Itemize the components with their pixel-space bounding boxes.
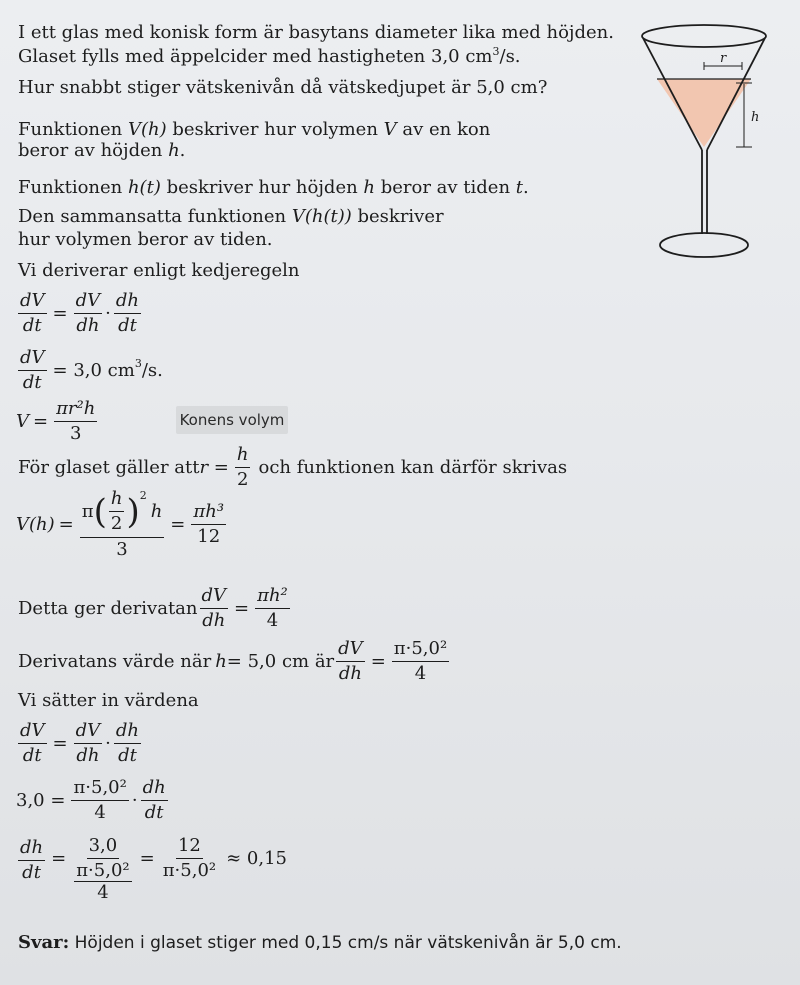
- equals: =: [370, 651, 386, 672]
- p1-V: V: [383, 119, 397, 140]
- rate-equation: [16, 347, 163, 394]
- substituted-equation: [16, 777, 170, 824]
- frac-dVdh-2: [200, 585, 229, 632]
- p3-text-c: beskriver: [351, 206, 444, 227]
- dV: dV: [18, 720, 47, 744]
- frac-pi50-4-2: [71, 777, 128, 824]
- frac-dVdh-3: [336, 638, 365, 685]
- frac-pih3-12: [191, 501, 226, 548]
- paren-close: ): [126, 491, 140, 532]
- p7-text-a: Derivatans värde när: [18, 651, 212, 672]
- equals: =: [170, 514, 186, 535]
- four: 4: [94, 802, 106, 823]
- pi-5-squared: π·5,0²: [392, 638, 449, 662]
- dV: dV: [18, 347, 47, 371]
- h: h: [235, 444, 251, 468]
- dV: dV: [200, 585, 229, 609]
- problem-line-1: I ett glas med konisk form är basytans diameter lika med höjden.: [18, 22, 614, 43]
- equals: =: [139, 848, 155, 869]
- dh: dh: [202, 610, 226, 631]
- dt: dt: [22, 862, 41, 883]
- V: V: [16, 411, 29, 432]
- p1-text-c: beskriver hur volymen: [166, 119, 384, 140]
- dot: ·: [131, 790, 138, 811]
- equals: =: [58, 514, 74, 535]
- frac-dVdh: [74, 290, 103, 337]
- dh: dh: [114, 290, 141, 314]
- pi-5-squared: π·5,0²: [76, 860, 130, 881]
- p1-text-e: av en kon: [396, 119, 491, 140]
- final-computation: [16, 835, 287, 903]
- p2-ht: h(t): [127, 177, 161, 198]
- square-exponent: 2: [139, 489, 147, 502]
- volume-formula: [16, 398, 99, 445]
- lhs-3: 3,0 =: [16, 790, 66, 811]
- frac-complex: [72, 835, 133, 903]
- frac-pih2-4: [255, 585, 290, 632]
- pi-h2: πh²: [255, 585, 290, 609]
- frac-dhdt-4: [18, 837, 45, 884]
- chain-rule-equation-2: [16, 720, 143, 767]
- frac-dVdt-3: [18, 720, 47, 767]
- derivative-value-line: [18, 638, 451, 685]
- p6-text: Detta ger derivatan: [18, 598, 198, 619]
- frac-pi50-4: [392, 638, 449, 685]
- substituted-numerator: [80, 488, 165, 538]
- p7-h: h: [215, 651, 227, 672]
- problem-line-2: [18, 46, 521, 70]
- dV: dV: [74, 290, 103, 314]
- p2-t: t: [515, 177, 523, 198]
- dt: dt: [144, 802, 164, 823]
- three: 3: [69, 423, 82, 444]
- twelve: 12: [197, 526, 221, 547]
- paragraph-1-line-1: [18, 119, 490, 141]
- cone-glass-figure: [640, 22, 790, 284]
- two: 2: [110, 513, 123, 534]
- Vh: V(h): [16, 514, 55, 535]
- four: 4: [266, 610, 279, 631]
- rate-sup: 3: [134, 357, 142, 370]
- pi: π: [81, 501, 94, 522]
- frac-dhdt-3: [141, 777, 168, 824]
- p2-text-c: beskriver hur höjden: [160, 177, 364, 198]
- rate-end: /s.: [141, 360, 163, 381]
- frac-dVdt: [18, 290, 47, 337]
- p3-text-a: Den sammansatta funktionen: [18, 206, 292, 227]
- dh: dh: [18, 837, 45, 861]
- p1-Vh: V(h): [127, 119, 167, 140]
- pi-r2-h: πr²h: [54, 398, 97, 422]
- two: 2: [236, 469, 249, 490]
- p1-h: h: [168, 140, 180, 161]
- complex-denominator: [72, 859, 133, 903]
- p1-text-a: Funktionen: [18, 119, 128, 140]
- frac-cone-volume: [54, 398, 97, 445]
- chain-rule-equation: [16, 290, 143, 337]
- dh: dh: [76, 315, 100, 336]
- problem-line-2-end: /s.: [499, 46, 521, 67]
- p5-text-a: För glaset gäller att: [18, 457, 200, 478]
- p7-text-c: = 5,0 cm är: [226, 651, 335, 672]
- frac-h-over-2: [235, 444, 251, 491]
- dV: dV: [74, 720, 103, 744]
- dt: dt: [22, 315, 42, 336]
- pi-h3: πh³: [191, 501, 226, 525]
- p1-text-f: beror av höjden: [18, 140, 169, 161]
- three: 3: [116, 539, 128, 560]
- problem-line-2-text: Glaset fylls med äppelcider med hastigheten 3,0 cm: [18, 46, 493, 67]
- answer-line: [18, 932, 622, 954]
- cone-volume-badge: Konens volym: [176, 406, 288, 434]
- twelve: 12: [176, 835, 203, 859]
- paragraph-3-line-1: [18, 206, 444, 228]
- four: 4: [414, 663, 427, 684]
- glass-base: [660, 233, 748, 257]
- derivative-line: [18, 585, 292, 632]
- dh: dh: [76, 745, 100, 766]
- Vh-expression: [16, 488, 228, 561]
- paren-open: (: [93, 491, 107, 532]
- dh: dh: [114, 720, 141, 744]
- frac-Vh-substituted: [80, 488, 165, 561]
- dt: dt: [118, 315, 137, 336]
- four: 4: [97, 882, 109, 903]
- dh: dh: [338, 663, 362, 684]
- equals: =: [52, 733, 68, 754]
- h: h: [150, 501, 163, 522]
- frac-12-pi50: [161, 835, 218, 882]
- dt: dt: [22, 372, 42, 393]
- dV: dV: [336, 638, 365, 662]
- p2-text-e: beror av tiden: [375, 177, 516, 198]
- frac-h-2-inner: [109, 488, 125, 535]
- equals: =: [51, 848, 67, 869]
- frac-dhdt-2: [114, 720, 141, 767]
- radius-label: r: [720, 51, 727, 66]
- insert-values-intro: Vi sätter in värdena: [18, 690, 199, 711]
- cone-rim: [642, 25, 766, 47]
- paragraph-2: [18, 177, 529, 199]
- p5-text-b: och funktionen kan därför skrivas: [258, 457, 568, 478]
- p3-Vht: V(h(t)): [291, 206, 352, 227]
- answer-label: Svar:: [18, 932, 70, 953]
- p2-text-a: Funktionen: [18, 177, 128, 198]
- h: h: [109, 488, 125, 512]
- liquid-fill: [657, 79, 751, 147]
- paragraph-3-line-2: hur volymen beror av tiden.: [18, 229, 273, 250]
- problem-line-2-sup: 3: [492, 45, 500, 58]
- approx-result: ≈ 0,15: [226, 848, 288, 869]
- radius-relation-line: [18, 444, 567, 491]
- three-point-zero: 3,0: [87, 835, 120, 859]
- dot: ·: [105, 303, 111, 324]
- pi-5-squared: π·5,0²: [162, 860, 217, 881]
- p2-text-g: .: [523, 177, 529, 198]
- r-equals: r =: [199, 457, 229, 478]
- chain-rule-intro: Vi deriverar enligt kedjeregeln: [18, 260, 300, 281]
- dh: dh: [141, 777, 168, 801]
- frac-dVdt-2: [18, 347, 47, 394]
- pi-5-squared: π·5,0²: [71, 777, 128, 801]
- paragraph-1-line-2: [18, 140, 185, 162]
- frac-dhdt: [114, 290, 141, 337]
- dV: dV: [18, 290, 47, 314]
- equals: =: [234, 598, 250, 619]
- equals: =: [33, 411, 49, 432]
- problem-line-3: Hur snabbt stiger vätskenivån då vätskedjupet är 5,0 cm?: [18, 77, 548, 98]
- frac-dVdh-4: [74, 720, 103, 767]
- dot: ·: [105, 733, 111, 754]
- height-label: h: [751, 110, 760, 125]
- rate-value: = 3,0 cm: [52, 360, 135, 381]
- p1-text-h: .: [179, 140, 186, 161]
- dt: dt: [118, 745, 137, 766]
- p2-h: h: [363, 177, 375, 198]
- equals: =: [52, 303, 68, 324]
- answer-text: Höjden i glaset stiger med 0,15 cm/s när vätskenivån är 5,0 cm.: [69, 933, 622, 953]
- dt: dt: [22, 745, 42, 766]
